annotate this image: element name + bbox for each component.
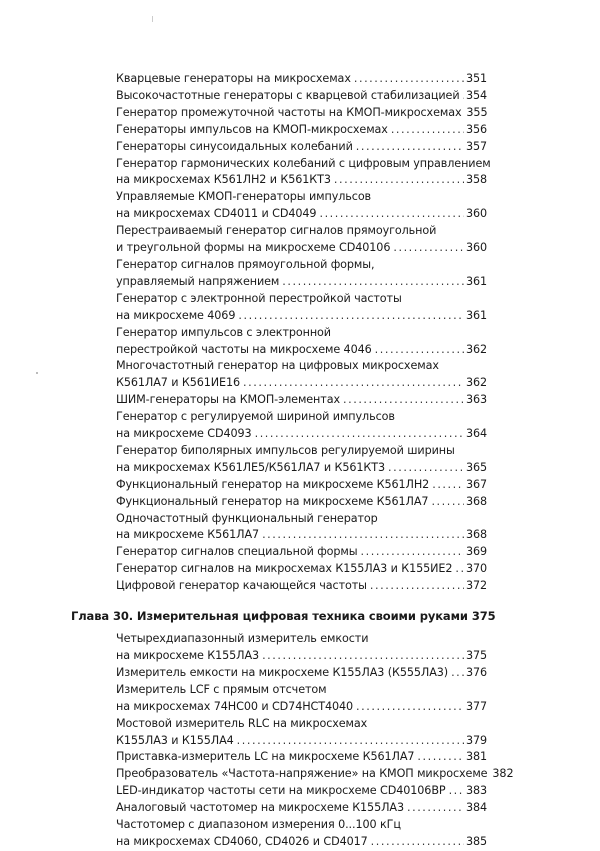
scan-mark [152,16,153,22]
toc-entry[interactable] [116,817,487,851]
toc-entry-title: Генератор сигналов на микросхемах К155ЛА3 и К155ИЕ2 [116,562,453,576]
dot-leader [361,544,465,561]
toc-entry[interactable] [116,325,487,359]
page-number: 362 [465,376,487,390]
dot-leader [262,527,464,544]
dot-leader [393,240,464,257]
toc-entry-title: Приставка-измеритель LC на микросхеме К561ЛА7 [116,750,415,764]
page-number: 355 [466,105,488,119]
toc-entry[interactable] [116,189,487,223]
toc-entry-title: Генератор биполярных импульсов регулируемой ширины [116,443,455,457]
toc-entry-title: на микросхемах 74HC00 и CD74HCT4040 [116,699,354,713]
page-number: 362 [465,342,487,356]
dot-leader [356,139,464,156]
toc-entry[interactable] [116,71,487,88]
toc-entry[interactable] [116,156,491,190]
dot-leader [334,172,464,189]
page-number: 382 [492,767,514,781]
dot-leader [354,71,464,88]
toc-entry[interactable] [116,578,487,595]
toc-entry[interactable] [116,409,487,443]
toc-entry-title: Кварцевые генераторы на микросхемах [116,72,351,85]
page-number: 365 [465,460,487,474]
toc-entry-title: Четырехдиапазонный измеритель емкости [116,632,369,646]
toc-entry-title: Высокочастотные генераторы с кварцевой стабилизацией [116,88,460,102]
dot-leader [356,699,464,716]
page-number: 370 [465,562,487,576]
dot-leader [262,648,464,665]
toc-entry-title: Преобразователь «Частота-напряжение» на КМОП микросхеме [116,767,488,781]
page-number: 361 [465,274,487,288]
toc-entry[interactable] [116,494,487,511]
toc-entry-title: Генератор промежуточной частоты на КМОП-микросхемах [116,105,462,119]
page-number: 375 [465,649,487,662]
dot-leader [391,122,464,139]
scan-mark [36,372,38,374]
dot-leader [463,88,465,105]
toc-entry[interactable] [116,291,487,325]
toc-entry-title: LED-индикатор частоты сети на микросхеме CD40106BP [116,784,446,798]
spacer [116,595,487,607]
toc-entry[interactable] [116,257,487,291]
page-number: 377 [465,699,487,713]
toc-entry-title: Измеритель LCF с прямым отсчетом [116,682,327,696]
toc-entry-title: Функциональный генератор на микросхеме К561ЛА7 [116,494,429,508]
toc-entry-title: на микросхеме CD4093 [116,427,252,441]
toc-entry[interactable] [116,443,487,477]
dot-leader [255,426,464,443]
dot-leader [319,206,464,223]
toc-entry-title: Генератор с регулируемой шириной импульсов [116,410,395,424]
page-number: 369 [465,545,487,559]
toc-entry[interactable] [116,477,487,494]
toc-entry[interactable] [116,783,487,800]
page-number: 379 [465,733,487,747]
toc-entry[interactable] [116,139,487,156]
toc-entry-title: перестройкой частоты на микросхеме 4046 [116,342,372,356]
toc-entry[interactable] [116,544,487,561]
page-number: 360 [465,207,487,221]
toc-entry-title: на микросхеме 4069 [116,308,236,322]
table-of-contents [71,71,514,851]
toc-entry-title: на микросхемах К561ЛН2 и К561КТ3 [116,173,331,187]
toc-entry-title: ШИМ-генераторы на КМОП-элементах [116,393,340,407]
page-number: 385 [465,834,487,848]
dot-leader [370,578,464,595]
page-number: 363 [465,393,487,407]
page-number: 384 [465,801,487,815]
page-number: 364 [465,427,487,441]
toc-entry-title: на микросхемах CD4060, CD4026 и CD4017 [116,834,368,848]
dot-leader [388,460,464,477]
toc-entry-title: Цифровой генератор качающейся частоты [116,579,367,593]
toc-entry[interactable] [116,105,487,122]
page-number: 367 [465,477,487,491]
page-number: 361 [465,308,487,322]
toc-entry[interactable] [116,223,487,257]
dot-leader [449,783,464,800]
dot-leader [243,375,464,392]
toc-entry-title: на микросхеме К561ЛА7 [116,528,260,542]
dot-leader [407,800,464,817]
toc-entry[interactable] [116,88,487,105]
dot-leader [237,733,464,750]
page-number: 375 [471,609,496,624]
page-number: 358 [465,173,487,187]
toc-entry[interactable] [116,511,487,545]
toc-entry-title: К155ЛА3 и К155ЛА4 [116,733,234,747]
dot-leader [371,834,464,851]
toc-entry-title: управляемый напряжением [116,274,280,288]
toc-entry[interactable] [116,682,487,716]
page-number: 357 [465,139,487,153]
page-number: 368 [465,494,487,508]
page-number: 356 [465,122,487,136]
toc-entry[interactable] [116,749,487,766]
page-number: 383 [465,784,487,798]
dot-leader [432,477,464,494]
page-number: 360 [465,241,487,255]
toc-entry-title: и треугольной формы на микросхеме CD40106 [116,241,391,255]
page-number: 368 [465,528,487,542]
toc-entry[interactable] [116,561,487,578]
toc-entry[interactable] [116,358,487,392]
page-number: 372 [465,579,487,593]
chapter-heading[interactable] [71,607,496,626]
dot-leader [455,561,464,578]
toc-entry[interactable] [116,716,487,750]
dot-leader [431,494,464,511]
toc-entry[interactable] [116,122,487,139]
dot-leader [343,392,464,409]
toc-entry-title: Генератор сигналов прямоугольной формы, [116,257,375,271]
toc-entry-title: Частотомер с диапазоном измерения 0...100 кГц [116,818,401,832]
toc-entry[interactable] [116,766,514,783]
dot-leader [375,342,464,359]
page-number: 376 [465,665,487,679]
toc-entry-title: Измеритель емкости на микросхеме К155ЛА3 (К555ЛА3) [116,665,449,679]
toc-entry-title: Мостовой измеритель RLC на микросхемах [116,716,368,730]
toc-entry-title: Аналоговый частотомер на микросхеме К155ЛА3 [116,801,404,815]
toc-entry-title: Генератор импульсов с электронной [116,325,331,339]
toc-entry-title: Одночастотный функциональный генератор [116,511,378,525]
toc-entry[interactable] [116,631,487,665]
toc-entry-title: Управляемые КМОП-генераторы импульсов [116,190,372,204]
toc-entry-title: Перестраиваемый генератор сигналов прямоугольной [116,224,437,238]
dot-leader [282,274,464,291]
toc-entry-title: на микросхемах CD4011 и CD4049 [116,207,317,221]
toc-entry-title: на микросхемах К561ЛЕ5/К561ЛА7 и К561КТ3 [116,460,385,474]
dot-leader [238,308,464,325]
toc-entry-title: Многочастотный генератор на цифровых микросхемах [116,359,439,373]
toc-entry-title: Глава 30. Измерительная цифровая техника своими руками [71,609,468,624]
page-number: 354 [465,88,487,102]
toc-entry-title: Функциональный генератор на микросхеме К561ЛН2 [116,477,430,491]
toc-entry-title: Генератор гармонических колебаний с цифровым управлением [116,156,491,170]
toc-entry[interactable] [116,392,487,409]
dot-leader [417,749,464,766]
toc-entry[interactable] [116,800,487,817]
toc-entry-title: Генератор с электронной перестройкой частоты [116,291,402,305]
toc-entry-title: на микросхеме К155ЛА3 [116,649,260,662]
toc-entry-title: Генератор сигналов специальной формы [116,545,358,559]
toc-entry[interactable] [116,665,487,682]
page-number: 381 [465,750,487,764]
toc-entry-title: К561ЛА7 и К561ИЕ16 [116,376,241,390]
toc-entry-title: Генераторы импульсов на КМОП-микросхемах [116,122,388,136]
page-number: 351 [465,72,487,85]
dot-leader [451,665,464,682]
toc-entry-title: Генераторы синусоидальных колебаний [116,139,353,153]
